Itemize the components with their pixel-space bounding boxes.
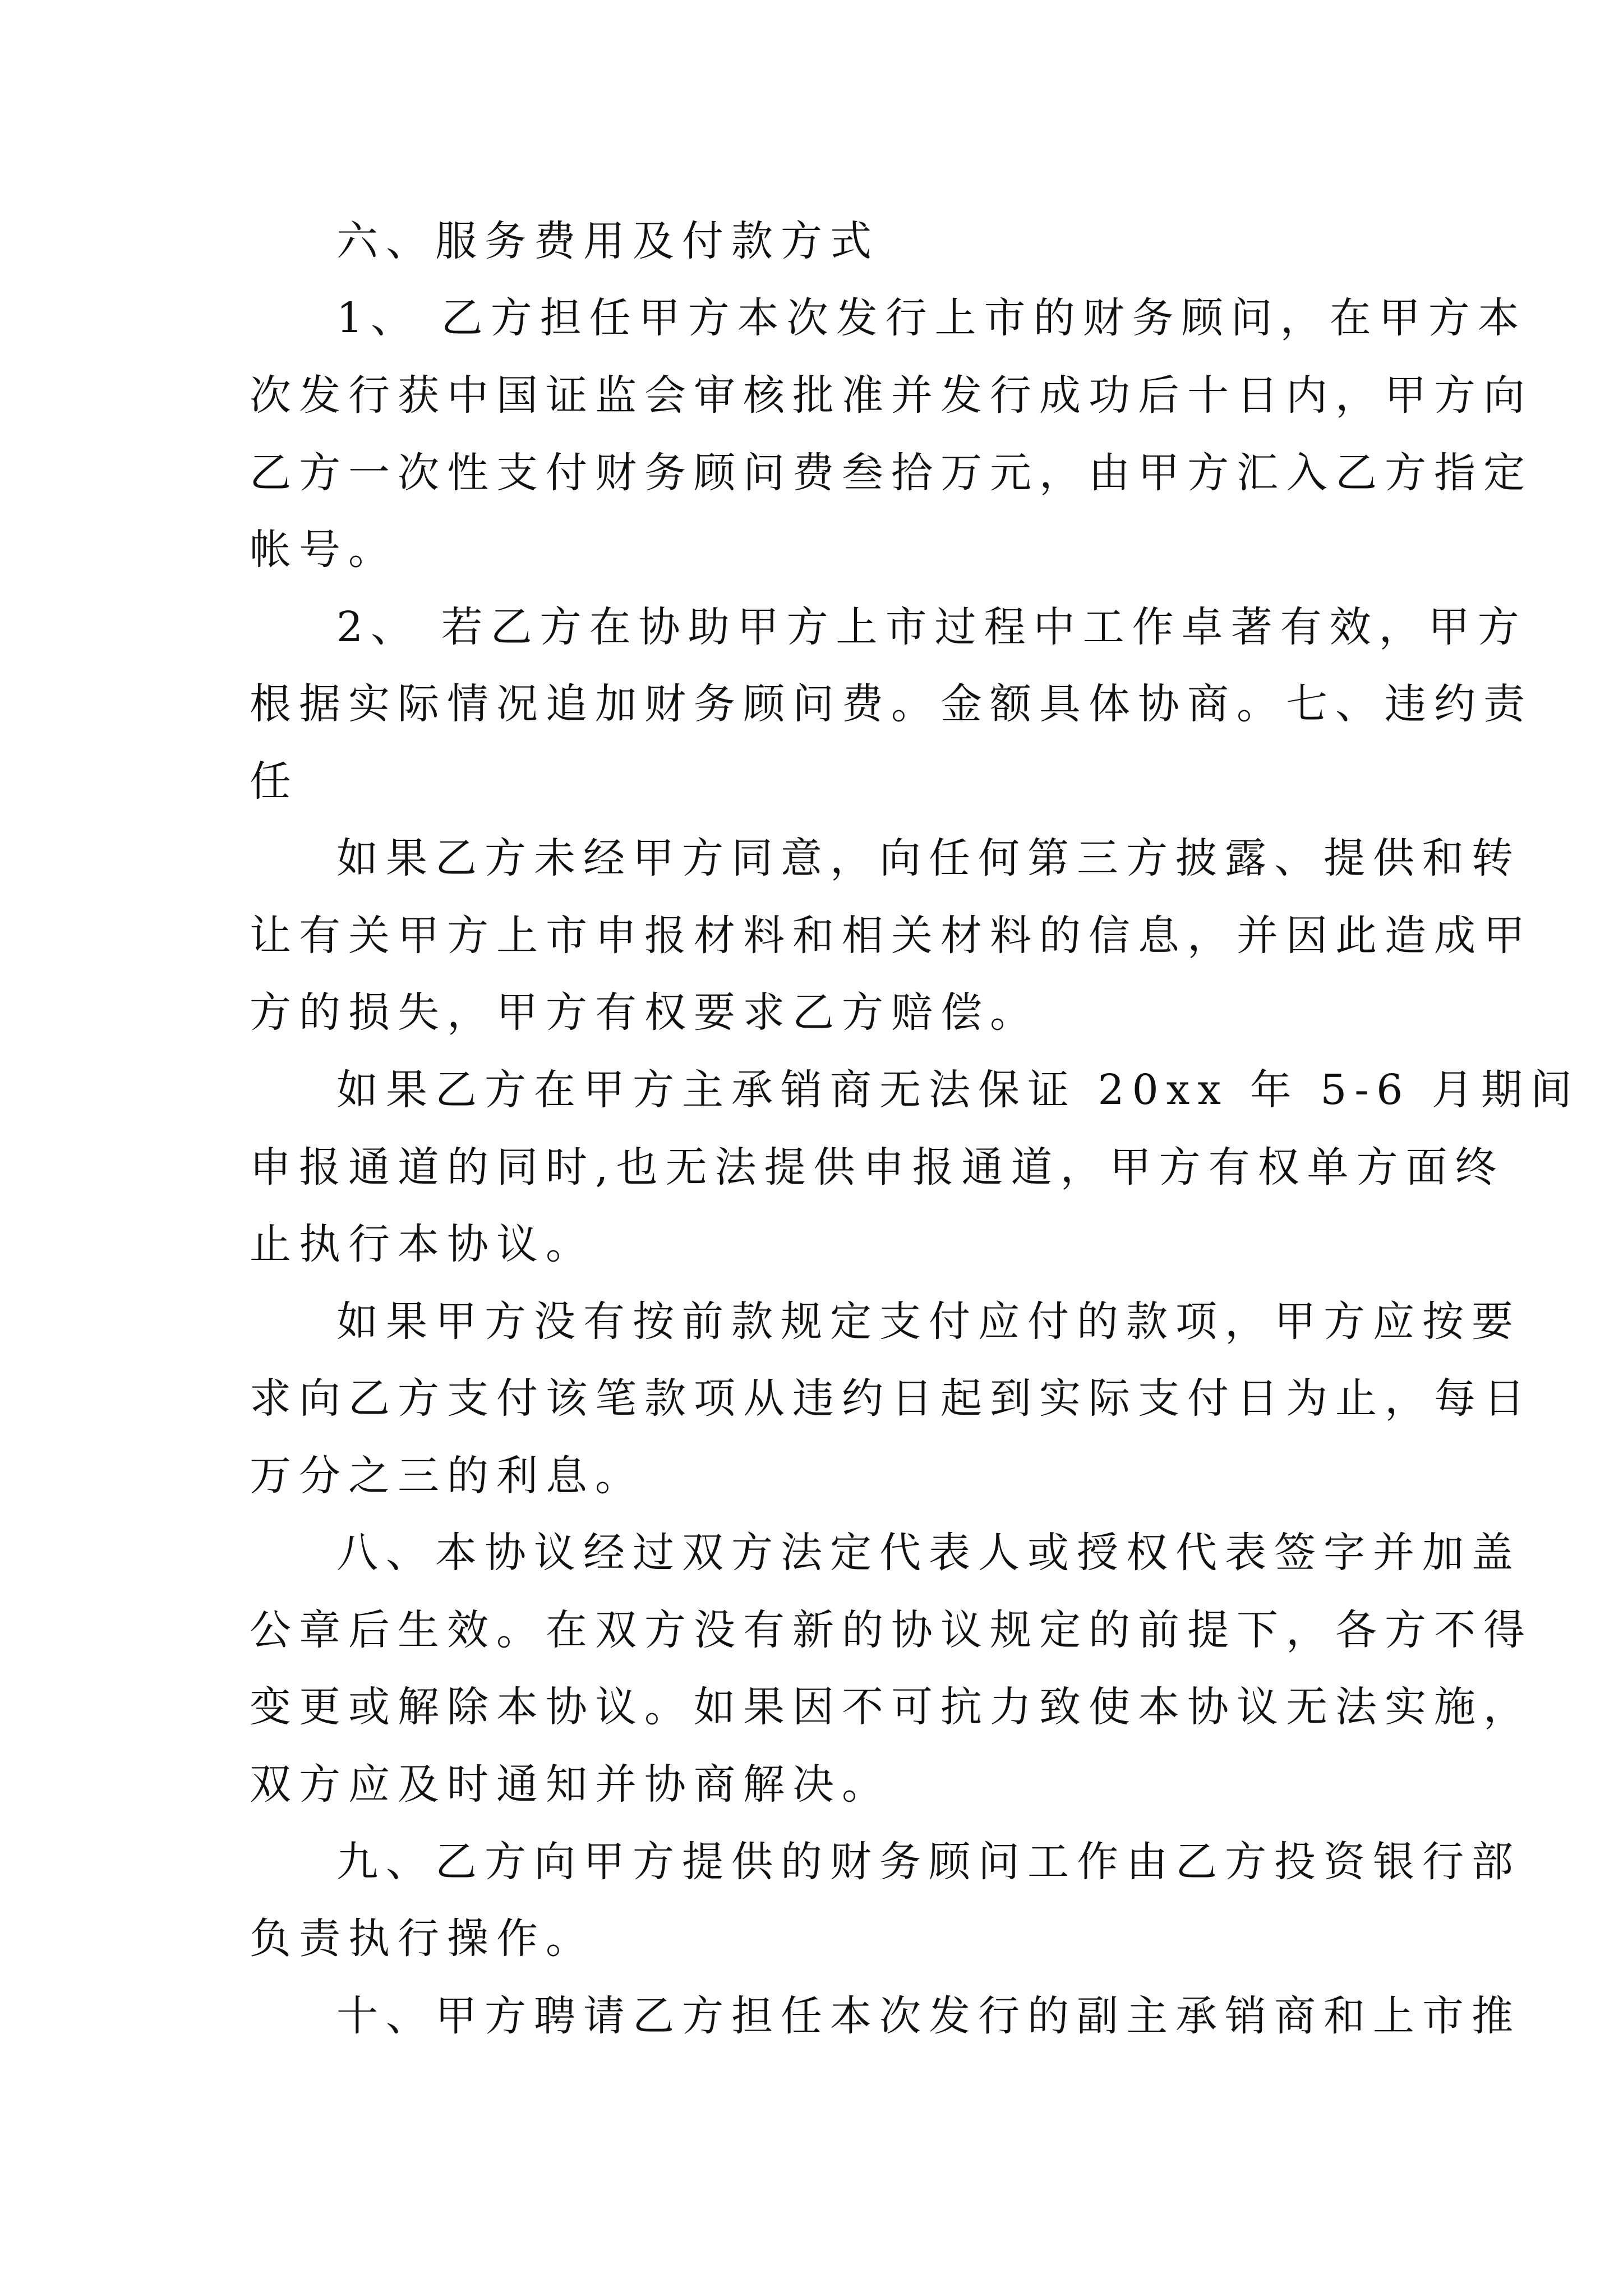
breach-para-2-line-1: 如果乙方在甲方主承销商无法保证 20xx 年 5-6 月期间	[336, 1066, 1580, 1114]
section-heading-six: 六、服务费用及付款方式	[336, 217, 879, 265]
section-eight-line-4: 双方应及时通知并协商解决。	[250, 1760, 891, 1809]
breach-para-1-line-3: 方的损失，甲方有权要求乙方赔偿。	[250, 988, 1039, 1037]
breach-para-3-line-1: 如果甲方没有按前款规定支付应付的款项，甲方应按要	[336, 1297, 1521, 1346]
clause-6-1-line-3: 乙方一次性支付财务顾问费叁拾万元，由甲方汇入乙方指定	[250, 449, 1533, 497]
clause-6-2-line-3: 任	[250, 757, 299, 806]
section-ten-line-1: 十、甲方聘请乙方担任本次发行的副主承销商和上市推	[336, 1992, 1521, 2040]
clause-6-1-line-2: 次发行获中国证监会审核批准并发行成功后十日内，甲方向	[250, 371, 1533, 420]
breach-para-3-line-3: 万分之三的利息。	[250, 1452, 644, 1500]
clause-6-2-line-1: 2、 若乙方在协助甲方上市过程中工作卓著有效，甲方	[336, 603, 1527, 651]
clause-6-2-line-2: 根据实际情况追加财务顾问费。金额具体协商。七、违约责	[250, 680, 1533, 728]
clause-6-1-line-1: 1、 乙方担任甲方本次发行上市的财务顾问，在甲方本	[336, 294, 1527, 342]
section-eight-line-2: 公章后生效。在双方没有新的协议规定的前提下，各方不得	[250, 1606, 1533, 1654]
section-eight-line-1: 八、本协议经过双方法定代表人或授权代表签字并加盖	[336, 1529, 1521, 1577]
clause-6-1-line-4: 帐号。	[250, 526, 398, 574]
breach-para-1-line-2: 让有关甲方上市申报材料和相关材料的信息，并因此造成甲	[250, 912, 1533, 960]
breach-para-1-line-1: 如果乙方未经甲方同意，向任何第三方披露、提供和转	[336, 834, 1521, 882]
section-eight-line-3: 变更或解除本协议。如果因不可抗力致使本协议无法实施，	[250, 1683, 1533, 1731]
section-nine-line-2: 负责执行操作。	[250, 1915, 595, 1963]
breach-para-2-line-2: 申报通道的同时,也无法提供申报通道，甲方有权单方面终	[250, 1143, 1505, 1191]
section-nine-line-1: 九、乙方向甲方提供的财务顾问工作由乙方投资银行部	[336, 1838, 1521, 1886]
breach-para-2-line-3: 止执行本协议。	[250, 1220, 595, 1268]
breach-para-3-line-2: 求向乙方支付该笔款项从违约日起到实际支付日为止，每日	[250, 1374, 1533, 1423]
